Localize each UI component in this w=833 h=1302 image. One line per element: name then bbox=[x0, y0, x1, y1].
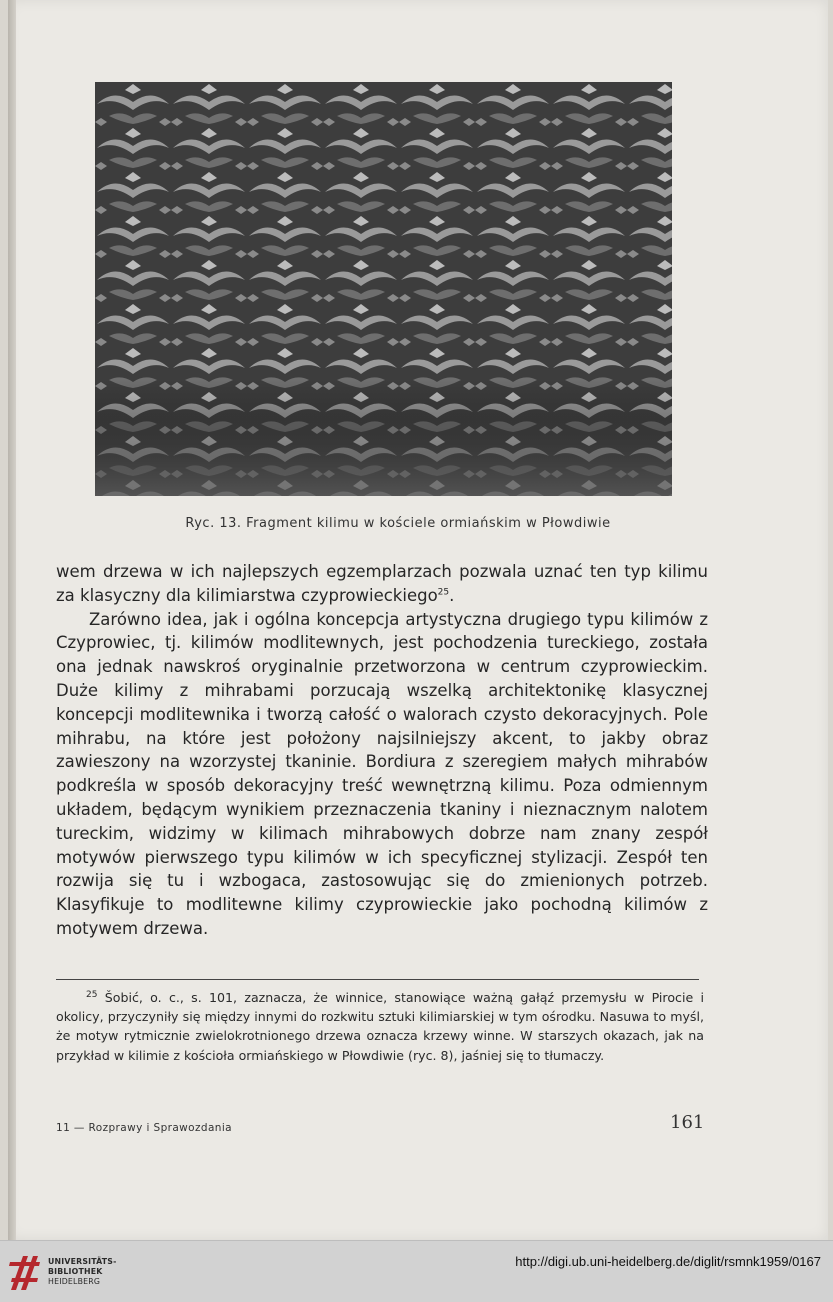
footnote-text: Šobić, o. c., s. 101, zaznacza, że winnice, stanowiące ważną gałąź przemysłu w Pirocie i okolicy, przyczyniły się między innymi do rozkwitu sztuki kilimiarskiej w tym ośrodku. Nasuwa to myśl, że motyw rytmicznie zwielokrotnionego drzewa oznacza krzewy winne. W starszych okazach, jak na przykład w kilimie z kościoła ormiańskiego w Płowdiwie (ryc. 8), jaśniej się to tłumaczy. bbox=[56, 990, 704, 1063]
footnote-ref[interactable]: 25 bbox=[437, 587, 450, 598]
kilim-photograph bbox=[95, 82, 672, 496]
footnote bbox=[56, 988, 704, 1065]
library-name-line3: HEIDELBERG bbox=[48, 1277, 101, 1286]
library-name-line2: BIBLIOTHEK bbox=[48, 1267, 103, 1276]
page-binding-edge bbox=[8, 0, 16, 1240]
page-number: 161 bbox=[670, 1112, 705, 1133]
page-url[interactable]: http://digi.ub.uni-heidelberg.de/diglit/rsmnk1959/0167 bbox=[515, 1254, 821, 1269]
kilim-pattern-image bbox=[95, 82, 672, 496]
paragraph-1 bbox=[56, 560, 708, 608]
library-logo[interactable] bbox=[8, 1250, 148, 1294]
heidelberg-logo-icon bbox=[8, 1250, 42, 1294]
figure-caption: Ryc. 13. Fragment kilimu w kościele ormiańskim w Płowdiwie bbox=[185, 516, 611, 531]
paragraph-1-end: . bbox=[449, 585, 455, 605]
library-name bbox=[48, 1257, 117, 1287]
body-text bbox=[56, 560, 708, 941]
library-name-line1: UNIVERSITÄTS- bbox=[48, 1257, 117, 1266]
footnote-separator bbox=[56, 979, 699, 980]
paragraph-2: Zarówno idea, jak i ogólna koncepcja artystyczna drugiego typu kilimów z Czyprowiec, tj. kilimów modlitewnych, jest pochodzenia tureckiego, została ona jednak nawskroś oryginalnie przetworzona w centrum czyprowieckim. Duże kilimy z mihrabami porzucają wszelką architektonikę klasycznej koncepcji modlitewnika i tworzą całość o walorach czysto dekoracyjnych. Pole mihrabu, na które jest położony najsilniejszy akcent, to jakby obraz zawieszony na wzorzystej tkaninie. Bordiura z szeregiem małych mihrabów podkreśla w sposób dekoracyjny treść wewnętrzną kilimu. Poza odmiennym układem, będącym wynikiem przeznaczenia tkaniny i nieznacznym nalotem tureckim, widzimy w kilimach mihrabowych dobrze nam znany zespół motywów pierwszego typu kilimów w ich specyficznej stylizacji. Zespół ten rozwija się tu i wzbogaca, zastosowując się do zmienionych potrzeb. Klasyfikuje to modlitewne kilimy czyprowieckie jako pochodną kilimów z motywem drzewa. bbox=[56, 609, 708, 938]
footnote-marker: 25 bbox=[86, 989, 98, 1000]
scanned-page bbox=[8, 0, 828, 1240]
viewer-footer-bar bbox=[0, 1240, 833, 1302]
paragraph-1-text: wem drzewa w ich najlepszych egzemplarzach pozwala uznać ten typ kilimu za klasyczny dla kilimiarstwa czyprowieckiego bbox=[56, 562, 708, 605]
running-footer: 11 — Rozprawy i Sprawozdania bbox=[56, 1122, 233, 1134]
